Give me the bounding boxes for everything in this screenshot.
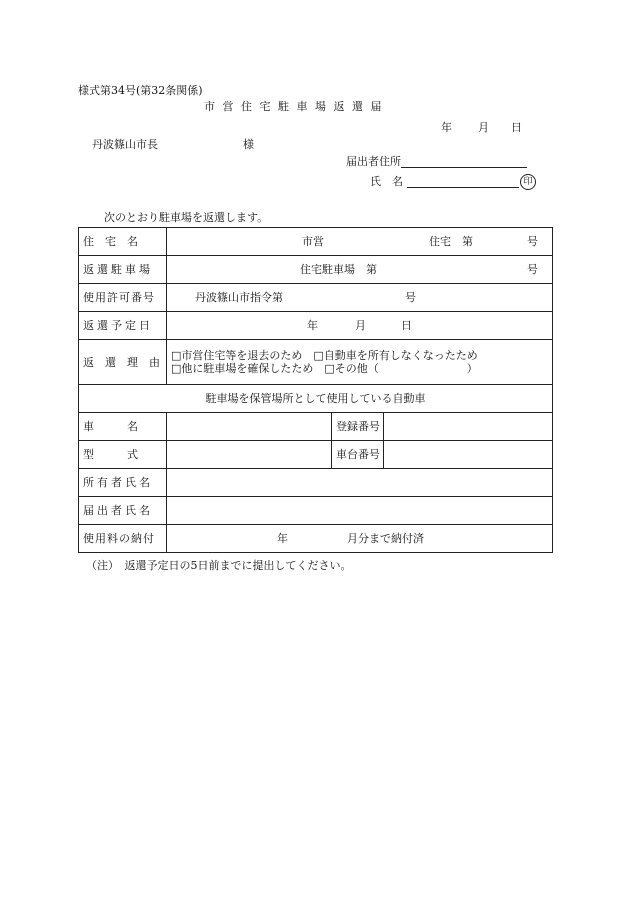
recipient-honorific: 様 bbox=[243, 138, 254, 151]
value-return-date bbox=[167, 312, 553, 340]
row-fee-payment bbox=[79, 525, 553, 553]
label-chassis-number: 車台番号 bbox=[332, 441, 384, 469]
name-underline bbox=[407, 175, 519, 188]
document-title: 市 営 住 宅 駐 車 場 返 還 届 bbox=[204, 100, 382, 113]
label-permit-number: 使用許可番号 bbox=[79, 284, 167, 312]
label-registration-number: 登録番号 bbox=[332, 413, 384, 441]
label-owner-name: 所有者氏名 bbox=[79, 469, 167, 497]
value-fee-payment bbox=[167, 525, 553, 553]
date-year: 年 bbox=[441, 121, 452, 134]
return-month: 月 bbox=[355, 319, 366, 332]
form-table bbox=[78, 227, 553, 553]
row-return-date bbox=[79, 312, 553, 340]
housing-suffix: 号 bbox=[527, 235, 538, 248]
permit-prefix: 丹波篠山市指令第 bbox=[195, 291, 283, 304]
reason-line-2: □他に駐車場を確保したため □その他（ ） bbox=[171, 362, 478, 375]
label-return-date: 返還予定日 bbox=[79, 312, 167, 340]
row-permit-number bbox=[79, 284, 553, 312]
row-owner-name bbox=[79, 469, 553, 497]
form-id: 様式第34号(第32条関係) bbox=[78, 84, 203, 97]
reason-line-1: □市営住宅等を退去のため □自動車を所有しなくなったため bbox=[171, 349, 478, 362]
value-return-reason bbox=[167, 340, 553, 385]
label-applicant-name: 届出者氏名 bbox=[79, 497, 167, 525]
label-housing-name: 住 宅 名 bbox=[79, 228, 167, 256]
value-permit-number bbox=[167, 284, 553, 312]
recipient-name: 丹波篠山市長 bbox=[92, 138, 158, 151]
parking-suffix: 号 bbox=[527, 263, 538, 276]
value-applicant-name bbox=[167, 497, 553, 525]
value-car-name bbox=[167, 413, 332, 441]
return-day: 日 bbox=[401, 319, 412, 332]
permit-suffix: 号 bbox=[405, 291, 416, 304]
label-fee-payment: 使用料の納付 bbox=[79, 525, 167, 553]
label-car-name: 車 名 bbox=[79, 413, 167, 441]
address-label: 届出者住所 bbox=[346, 155, 401, 168]
seal-mark: 印 bbox=[520, 174, 536, 190]
label-return-reason: 返 還 理 由 bbox=[79, 340, 167, 385]
parking-mid: 住宅駐車場 第 bbox=[300, 263, 377, 276]
fee-text: 月分まで納付済 bbox=[347, 532, 424, 545]
address-field bbox=[346, 155, 527, 168]
value-chassis-number bbox=[384, 441, 553, 469]
row-applicant-name bbox=[79, 497, 553, 525]
address-underline bbox=[401, 155, 527, 168]
date-month: 月 bbox=[478, 121, 489, 134]
value-return-parking bbox=[167, 256, 553, 284]
row-car-model bbox=[79, 441, 553, 469]
housing-prefix: 市営 bbox=[302, 235, 324, 248]
value-registration-number bbox=[384, 413, 553, 441]
footnote: （注） 返還予定日の5日前までに提出してください。 bbox=[86, 559, 352, 572]
row-housing-name bbox=[79, 228, 553, 256]
return-year: 年 bbox=[307, 319, 318, 332]
name-label: 氏 名 bbox=[370, 175, 403, 188]
row-return-parking bbox=[79, 256, 553, 284]
name-field bbox=[370, 175, 519, 188]
value-housing-name bbox=[167, 228, 553, 256]
date-day: 日 bbox=[511, 121, 522, 134]
value-car-model bbox=[167, 441, 332, 469]
row-car-name bbox=[79, 413, 553, 441]
section-header: 駐車場を保管場所として使用している自動車 bbox=[79, 385, 553, 413]
row-section-header bbox=[79, 385, 553, 413]
row-return-reason bbox=[79, 340, 553, 385]
label-return-parking: 返還駐車場 bbox=[79, 256, 167, 284]
intro-text: 次のとおり駐車場を返還します。 bbox=[104, 211, 269, 224]
fee-year: 年 bbox=[277, 532, 288, 545]
value-owner-name bbox=[167, 469, 553, 497]
housing-mid: 住宅 第 bbox=[429, 235, 473, 248]
label-car-model: 型 式 bbox=[79, 441, 167, 469]
